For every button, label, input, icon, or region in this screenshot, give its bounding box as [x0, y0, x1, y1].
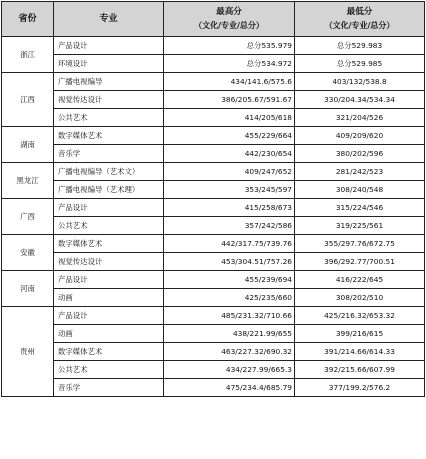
table-row — [2, 379, 425, 397]
min-score-cell: 308/202/510 — [295, 289, 425, 307]
header-major: 专业 — [54, 2, 164, 37]
major-cell: 广播电视编导（艺术理） — [54, 181, 164, 199]
province-cell: 浙江 — [2, 37, 54, 73]
min-score-cell: 总分529.985 — [295, 55, 425, 73]
min-score-cell: 392/215.66/607.99 — [295, 361, 425, 379]
max-score-cell: 485/231.32/710.66 — [164, 307, 295, 325]
max-score-cell: 455/229/664 — [164, 127, 295, 145]
table-row — [2, 199, 425, 217]
header-max-sub: （文化/专业/总分） — [194, 21, 264, 30]
major-cell: 音乐学 — [54, 379, 164, 397]
min-score-cell: 403/132/538.8 — [295, 73, 425, 91]
max-score-cell: 455/239/694 — [164, 271, 295, 289]
major-cell: 视觉传达设计 — [54, 91, 164, 109]
table-row — [2, 91, 425, 109]
table-row — [2, 181, 425, 199]
province-cell: 贵州 — [2, 307, 54, 397]
table-row — [2, 55, 425, 73]
major-cell: 视觉传达设计 — [54, 253, 164, 271]
major-cell: 数字媒体艺术 — [54, 127, 164, 145]
max-score-cell: 415/258/673 — [164, 199, 295, 217]
min-score-cell: 315/224/546 — [295, 199, 425, 217]
min-score-cell: 416/222/645 — [295, 271, 425, 289]
min-score-cell: 380/202/596 — [295, 145, 425, 163]
table-row — [2, 235, 425, 253]
min-score-cell: 391/214.66/614.33 — [295, 343, 425, 361]
header-max-score — [164, 2, 295, 37]
major-cell: 数字媒体艺术 — [54, 235, 164, 253]
min-score-cell: 319/225/561 — [295, 217, 425, 235]
min-score-cell: 377/199.2/576.2 — [295, 379, 425, 397]
province-cell: 安徽 — [2, 235, 54, 271]
max-score-cell: 442/230/654 — [164, 145, 295, 163]
table-row — [2, 145, 425, 163]
major-cell: 音乐学 — [54, 145, 164, 163]
max-score-cell: 总分535.979 — [164, 37, 295, 55]
major-cell: 公共艺术 — [54, 361, 164, 379]
min-score-cell: 308/240/548 — [295, 181, 425, 199]
max-score-cell: 总分534.972 — [164, 55, 295, 73]
major-cell: 数字媒体艺术 — [54, 343, 164, 361]
major-cell: 广播电视编导 — [54, 73, 164, 91]
header-max-title: 最高分 — [216, 7, 242, 17]
max-score-cell: 414/205/618 — [164, 109, 295, 127]
header-province: 省份 — [2, 2, 54, 37]
max-score-cell: 434/141.6/575.6 — [164, 73, 295, 91]
major-cell: 产品设计 — [54, 199, 164, 217]
admission-scores-table — [1, 1, 425, 397]
max-score-cell: 434/227.99/665.3 — [164, 361, 295, 379]
major-cell: 公共艺术 — [54, 109, 164, 127]
province-cell: 河南 — [2, 271, 54, 307]
province-cell: 江西 — [2, 73, 54, 127]
major-cell: 动画 — [54, 289, 164, 307]
province-cell: 黑龙江 — [2, 163, 54, 199]
min-score-cell: 281/242/523 — [295, 163, 425, 181]
header-min-sub: （文化/专业/总分） — [324, 21, 395, 30]
max-score-cell: 442/317.75/739.76 — [164, 235, 295, 253]
table-row — [2, 343, 425, 361]
header-min-title: 最低分 — [346, 7, 373, 17]
max-score-cell: 438/221.99/655 — [164, 325, 295, 343]
table-row — [2, 163, 425, 181]
header-row — [2, 2, 425, 37]
max-score-cell: 475/234.4/685.79 — [164, 379, 295, 397]
max-score-cell: 463/227.32/690.32 — [164, 343, 295, 361]
min-score-cell: 425/216.32/653.32 — [295, 307, 425, 325]
table-row — [2, 253, 425, 271]
major-cell: 产品设计 — [54, 307, 164, 325]
max-score-cell: 386/205.67/591.67 — [164, 91, 295, 109]
table-body — [2, 37, 425, 397]
table-row — [2, 289, 425, 307]
max-score-cell: 353/245/597 — [164, 181, 295, 199]
province-cell: 湖南 — [2, 127, 54, 163]
max-score-cell: 425/235/660 — [164, 289, 295, 307]
table-row — [2, 271, 425, 289]
max-score-cell: 453/304.51/757.26 — [164, 253, 295, 271]
min-score-cell: 399/216/615 — [295, 325, 425, 343]
header-min-score — [295, 2, 425, 37]
province-cell: 广西 — [2, 199, 54, 235]
min-score-cell: 396/292.77/700.51 — [295, 253, 425, 271]
table-row — [2, 325, 425, 343]
table-row — [2, 109, 425, 127]
min-score-cell: 409/209/620 — [295, 127, 425, 145]
major-cell: 公共艺术 — [54, 217, 164, 235]
table-row — [2, 127, 425, 145]
max-score-cell: 409/247/652 — [164, 163, 295, 181]
min-score-cell: 330/204.34/534.34 — [295, 91, 425, 109]
min-score-cell: 321/204/526 — [295, 109, 425, 127]
table-row — [2, 307, 425, 325]
major-cell: 广播电视编导（艺术文） — [54, 163, 164, 181]
major-cell: 环境设计 — [54, 55, 164, 73]
major-cell: 动画 — [54, 325, 164, 343]
table-row — [2, 37, 425, 55]
major-cell: 产品设计 — [54, 37, 164, 55]
min-score-cell: 355/297.76/672.75 — [295, 235, 425, 253]
table-row — [2, 73, 425, 91]
table-row — [2, 361, 425, 379]
table-row — [2, 217, 425, 235]
max-score-cell: 357/242/586 — [164, 217, 295, 235]
min-score-cell: 总分529.983 — [295, 37, 425, 55]
major-cell: 产品设计 — [54, 271, 164, 289]
